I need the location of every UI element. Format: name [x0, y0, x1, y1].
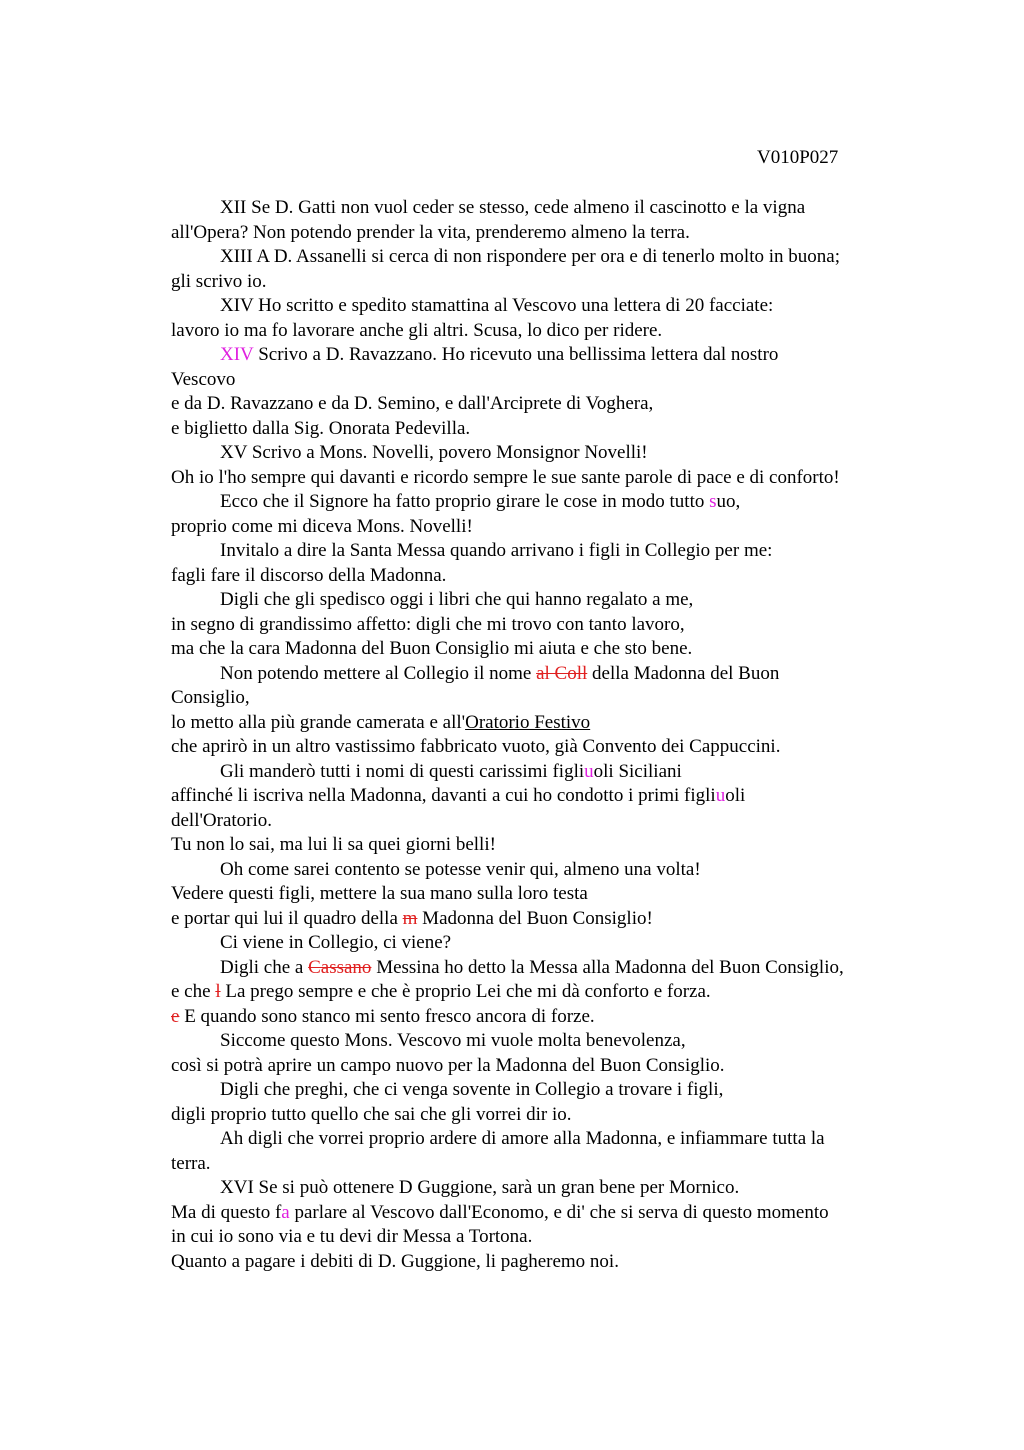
- text-segment: che aprirò in un altro vastissimo fabbricato vuoto, già Convento dei Cappuccini.: [171, 736, 781, 757]
- text-line: [171, 539, 931, 564]
- text-line: [171, 833, 931, 858]
- text-segment: in cui io sono via e tu devi dir Messa a Tortona.: [171, 1226, 533, 1247]
- text-segment: Digli che preghi, che ci venga sovente in Collegio a trovare i figli,: [220, 1079, 724, 1100]
- text-line: [171, 515, 931, 540]
- text-segment: uo,: [716, 491, 741, 512]
- text-line: [171, 907, 931, 932]
- text-line: [171, 1029, 931, 1054]
- red-deletion: e: [171, 1005, 180, 1027]
- text-line: [171, 613, 931, 638]
- text-line: [171, 245, 931, 270]
- text-segment: della Madonna del Buon: [587, 662, 780, 684]
- text-line: [171, 1250, 931, 1275]
- red-deletion: al Coll: [536, 662, 588, 684]
- text-segment: Consiglio,: [171, 687, 250, 708]
- magenta-insertion: a: [281, 1201, 290, 1223]
- text-segment: Ma di questo f: [171, 1201, 282, 1223]
- text-line: [171, 417, 931, 442]
- text-segment: XIII A D. Assanelli si cerca di non rispondere per ora e di tenerlo molto in buona;: [220, 246, 840, 267]
- text-line: [171, 956, 931, 981]
- text-line: [171, 1152, 931, 1177]
- text-segment: gli scrivo io.: [171, 270, 267, 292]
- magenta-insertion: XIV: [220, 344, 254, 365]
- text-segment: Digli che a: [220, 956, 309, 978]
- text-line: [171, 1176, 931, 1201]
- text-segment: lo metto alla più grande camerata e all': [171, 711, 466, 733]
- text-line: [171, 294, 931, 319]
- text-segment: XVI Se si può ottenere D Guggione, sarà un gran bene per Mornico.: [220, 1177, 740, 1198]
- text-segment: proprio come mi diceva Mons. Novelli!: [171, 515, 473, 537]
- text-line: [171, 882, 931, 907]
- text-segment: oli: [725, 785, 746, 806]
- text-segment: lavoro io ma fo lavorare anche gli altri. Scusa, lo dico per ridere.: [171, 319, 663, 341]
- text-segment: all'Opera? Non potendo prender la vita, prenderemo almeno la terra.: [171, 221, 690, 243]
- text-segment: Gli manderò tutti i nomi di questi carissimi figli: [220, 760, 585, 782]
- text-line: [171, 760, 931, 785]
- text-line: [171, 490, 931, 515]
- text-line: [171, 1005, 931, 1030]
- text-line: [171, 392, 931, 417]
- page-identifier: V010P027: [757, 147, 839, 168]
- text-segment: Quanto a pagare i debiti di D. Guggione, li pagheremo noi.: [171, 1250, 619, 1272]
- text-segment: Vescovo: [171, 368, 236, 390]
- text-line: [171, 588, 931, 613]
- text-line: [171, 343, 931, 368]
- text-line: [171, 637, 931, 662]
- magenta-insertion: u: [715, 785, 726, 806]
- red-deletion: l: [215, 981, 221, 1002]
- text-segment: oli Siciliani: [593, 760, 682, 782]
- text-line: [171, 980, 931, 1005]
- text-line: [171, 368, 931, 393]
- text-line: [171, 686, 931, 711]
- text-segment: Madonna del Buon Consiglio!: [417, 907, 653, 929]
- text-line: [171, 662, 931, 687]
- text-segment: e da D. Ravazzano e da D. Semino, e dall'Arciprete di Voghera,: [171, 393, 654, 414]
- text-segment: Vedere questi figli, mettere la sua mano sulla loro testa: [171, 883, 588, 904]
- text-segment: Invitalo a dire la Santa Messa quando arrivano i figli in Collegio per me:: [220, 540, 773, 561]
- magenta-insertion: s: [709, 491, 717, 512]
- text-segment: La prego sempre e che è proprio Lei che mi dà conforto e forza.: [220, 981, 711, 1002]
- text-segment: digli proprio tutto quello che sai che gli vorrei dir io.: [171, 1103, 572, 1125]
- text-line: [171, 270, 931, 295]
- text-line: [171, 196, 931, 221]
- text-segment: parlare al Vescovo dall'Economo, e di' che si serva di questo momento: [289, 1201, 829, 1223]
- text-line: [171, 466, 931, 491]
- text-line: [171, 441, 931, 466]
- text-line: [171, 1201, 931, 1226]
- text-segment: Tu non lo sai, ma lui li sa quei giorni belli!: [171, 834, 496, 855]
- text-line: [171, 735, 931, 760]
- text-segment: e che: [171, 981, 216, 1002]
- text-line: [171, 221, 931, 246]
- text-segment: Ah digli che vorrei proprio ardere di amore alla Madonna, e infiammare tutta la: [220, 1128, 825, 1149]
- text-segment: e biglietto dalla Sig. Onorata Pedevilla.: [171, 417, 471, 439]
- text-line: [171, 858, 931, 883]
- text-segment: e portar qui lui il quadro della: [171, 907, 403, 929]
- text-line: [171, 564, 931, 589]
- text-segment: Ci viene in Collegio, ci viene?: [220, 932, 452, 953]
- text-line: [171, 1127, 931, 1152]
- letter-body: [171, 196, 931, 1274]
- text-segment: XII Se D. Gatti non vuol ceder se stesso, cede almeno il cascinotto e la vigna: [220, 197, 806, 218]
- text-line: [171, 319, 931, 344]
- text-line: [171, 1225, 931, 1250]
- red-deletion: m: [402, 907, 418, 929]
- text-line: [171, 1103, 931, 1128]
- text-segment: E quando sono stanco mi sento fresco ancora di forze.: [179, 1005, 595, 1027]
- magenta-insertion: u: [584, 760, 594, 782]
- red-deletion: Cassano: [308, 956, 372, 978]
- text-segment: così si potrà aprire un campo nuovo per la Madonna del Buon Consiglio.: [171, 1054, 725, 1076]
- text-segment: XV Scrivo a Mons. Novelli, povero Monsignor Novelli!: [220, 442, 648, 463]
- text-segment: Messina ho detto la Messa alla Madonna del Buon Consiglio,: [371, 956, 844, 978]
- text-segment: Scrivo a D. Ravazzano. Ho ricevuto una bellissima lettera dal nostro: [253, 344, 779, 365]
- text-segment: terra.: [171, 1152, 211, 1174]
- text-segment: fagli fare il discorso della Madonna.: [171, 564, 447, 586]
- text-segment: Ecco che il Signore ha fatto proprio girare le cose in modo tutto: [220, 491, 710, 512]
- text-line: [171, 784, 931, 809]
- text-segment: Digli che gli spedisco oggi i libri che qui hanno regalato a me,: [220, 589, 694, 610]
- text-line: [171, 1078, 931, 1103]
- underlined-text: Oratorio Festivo: [465, 711, 591, 733]
- text-segment: Oh io l'ho sempre qui davanti e ricordo sempre le sue sante parole di pace e di conforto!: [171, 466, 840, 488]
- text-segment: XIV Ho scritto e spedito stamattina al Vescovo una lettera di 20 facciate:: [220, 295, 774, 316]
- text-segment: affinché li iscriva nella Madonna, davanti a cui ho condotto i primi figli: [171, 785, 716, 806]
- text-line: [171, 711, 931, 736]
- text-segment: in segno di grandissimo affetto: digli che mi trovo con tanto lavoro,: [171, 613, 685, 635]
- text-segment: ma che la cara Madonna del Buon Consiglio mi aiuta e che sto bene.: [171, 638, 693, 659]
- text-segment: Non potendo mettere al Collegio il nome: [220, 662, 537, 684]
- text-segment: Siccome questo Mons. Vescovo mi vuole molta benevolenza,: [220, 1030, 686, 1051]
- text-line: [171, 1054, 931, 1079]
- text-line: [171, 931, 931, 956]
- text-line: [171, 809, 931, 834]
- text-segment: dell'Oratorio.: [171, 809, 273, 831]
- text-segment: Oh come sarei contento se potesse venir qui, almeno una volta!: [220, 858, 701, 880]
